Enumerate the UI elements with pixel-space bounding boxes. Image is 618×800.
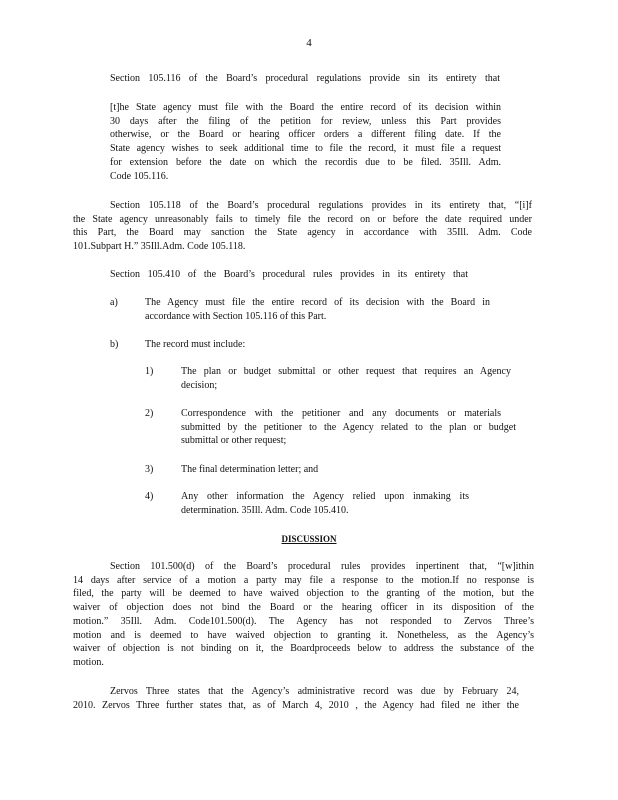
- text-line: The final determination letter; and: [181, 464, 319, 475]
- text-line: Zervos Three states that the Agency’s administrative record was due by February 24,: [110, 686, 519, 697]
- text-line: motion and is deemed to have waived objection to granting it. Nonetheless, as the Agency’s: [73, 629, 534, 641]
- text-line: Correspondence with the petitioner and any documents or materials: [181, 408, 501, 419]
- text-line: Section 105.116 of the Board’s procedural regulations provide sin its entirety that: [110, 73, 500, 84]
- text-line: The record must include:: [145, 339, 246, 350]
- text-line: determination. 35Ill. Adm. Code 105.410.: [181, 504, 349, 516]
- paragraph-section-105-116-intro: [110, 72, 500, 86]
- paragraph-section-105-118: [73, 199, 532, 254]
- text-line: waiver of objection does not bind the Board or the hearing officer in its disposition of the: [73, 602, 534, 614]
- text-line: this Part, the Board may sanction the State agency in accordance with 35Ill. Adm. Code: [73, 227, 532, 239]
- heading-text: DISCUSSION: [281, 534, 337, 544]
- list-item-a: [145, 296, 490, 323]
- paragraph-zervos-three: [73, 685, 519, 712]
- block-quote-105-116: [110, 101, 501, 183]
- paragraph-section-105-410-intro: [110, 268, 468, 282]
- sub-item-1: [181, 365, 511, 392]
- sub-item-label-4: 4): [145, 491, 154, 502]
- sub-item-2: [181, 407, 516, 448]
- text-line: submittal or other request;: [181, 435, 287, 447]
- list-label-a: a): [110, 297, 118, 308]
- text-line: State agency wishes to seek additional time to file the record, it must file a request: [110, 143, 501, 155]
- sub-item-4: [181, 490, 469, 517]
- text-line: Section 105.118 of the Board’s procedural regulations provides in its entirety that, “[i]f: [110, 200, 532, 211]
- text-line: [t]he State agency must file with the Board the entire record of its decision within: [110, 102, 501, 113]
- text-line: submitted by the petitioner to the Agency related to the plan or budget: [181, 421, 516, 433]
- text-line: 101.Subpart H.” 35Ill.Adm. Code 105.118.: [73, 241, 246, 253]
- text-line: The Agency must file the entire record of its decision with the Board in: [145, 297, 490, 308]
- text-line: 2010. Zervos Three further states that, as of March 4, 2010 , the Agency had filed ne ither the: [73, 699, 519, 711]
- text-line: waiver of objection is not binding on it, the Boardproceeds below to address the substance of the: [73, 643, 534, 655]
- section-heading-discussion: [0, 533, 618, 547]
- text-line: accordance with Section 105.116 of this Part.: [145, 310, 327, 322]
- paragraph-section-101-500: [73, 560, 534, 670]
- text-line: filed, the party will be deemed to have waived objection to the granting of the motion, but the: [73, 588, 534, 600]
- text-line: Code 105.116.: [110, 170, 169, 182]
- text-line: motion.” 35Ill. Adm. Code101.500(d). The Agency has not responded to Zervos Three’s: [73, 615, 534, 627]
- page-number: 4: [306, 37, 312, 49]
- text-line: motion.: [73, 656, 104, 668]
- list-item-b: [145, 338, 245, 352]
- text-line: for extension before the date on which the recordis due to be filed. 35Ill. Adm.: [110, 156, 501, 168]
- text-line: Section 101.500(d) of the Board’s procedural rules provides inpertinent that, “[w]ithin: [110, 561, 534, 572]
- text-line: Any other information the Agency relied upon inmaking its: [181, 491, 469, 502]
- sub-item-3: [181, 463, 318, 477]
- text-line: the State agency unreasonably fails to timely file the record on or before the date required under: [73, 213, 532, 225]
- text-line: 14 days after service of a motion a party may file a response to the motion.If no response is: [73, 574, 534, 586]
- text-line: Section 105.410 of the Board’s procedural rules provides in its entirety that: [110, 269, 468, 280]
- text-line: otherwise, or the Board or hearing officer orders a different filing date. If the: [110, 129, 501, 141]
- text-line: decision;: [181, 379, 218, 391]
- list-label-b: b): [110, 339, 119, 350]
- sub-item-label-3: 3): [145, 464, 154, 475]
- sub-item-label-2: 2): [145, 408, 154, 419]
- text-line: The plan or budget submittal or other request that requires an Agency: [181, 366, 511, 377]
- sub-item-label-1: 1): [145, 366, 154, 377]
- text-line: 30 days after the filing of the petition for review, unless this Part provides: [110, 115, 501, 127]
